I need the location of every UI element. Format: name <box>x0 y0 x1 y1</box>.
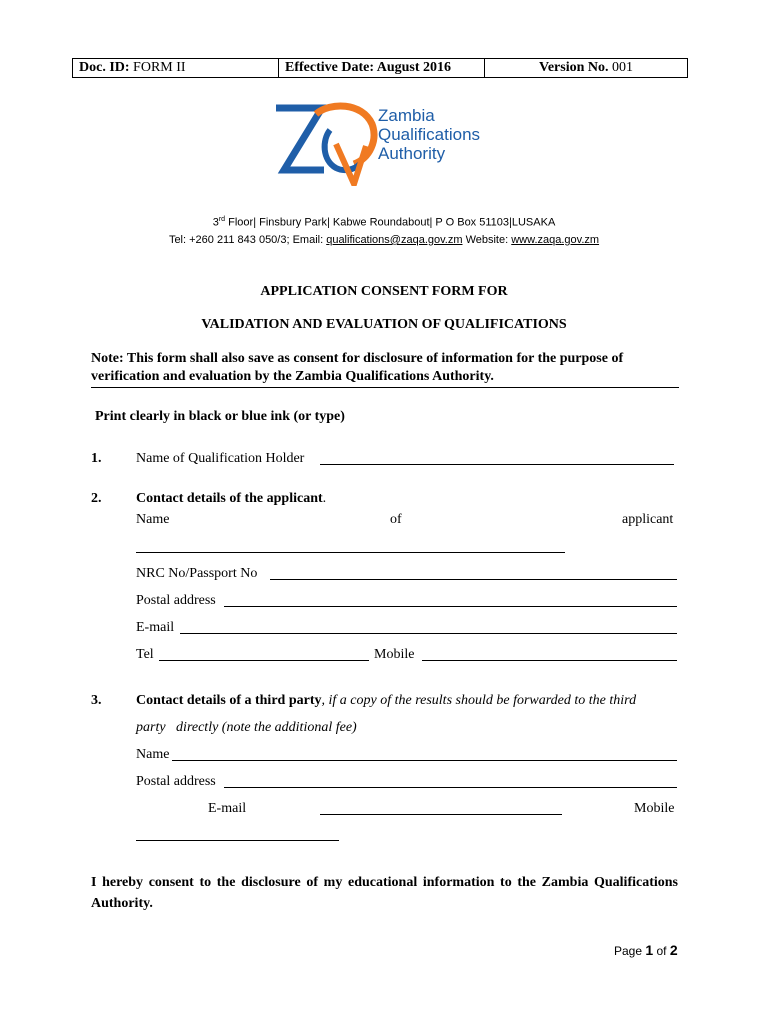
postal-address-label: Postal address <box>136 593 216 608</box>
tel-text: Tel: +260 211 843 050/3; Email: <box>168 234 327 246</box>
website-label: Website: <box>462 234 512 246</box>
third-party-postal-label: Postal address <box>136 774 216 789</box>
section-3-heading-wrap <box>136 693 636 709</box>
logo-line-1: Zambia <box>378 106 435 125</box>
floor-number: 3 <box>212 216 219 229</box>
page-of-label: of <box>653 944 670 958</box>
effective-date: Effective Date: August 2016 <box>285 60 452 75</box>
page-number <box>614 942 678 958</box>
doc-id-cell <box>73 59 279 78</box>
page-label: Page <box>614 944 646 958</box>
version-cell <box>485 59 688 78</box>
third-party-email-label: E-mail <box>208 801 247 816</box>
floor-suffix: rd <box>218 216 226 223</box>
address-line <box>0 216 768 229</box>
page-current: 1 <box>645 942 654 958</box>
tel-label: Tel <box>136 647 154 662</box>
consent-note: Note: This form shall also save as consent for disclosure of information for the purpose of verification and evaluation by the Zambia Qualifications Authority. <box>91 350 679 388</box>
logo-wordmark <box>378 106 480 163</box>
section-2-number: 2. <box>91 491 102 506</box>
page-total: 2 <box>669 942 678 958</box>
section-2-heading-wrap <box>136 491 326 507</box>
doc-id-value: FORM II <box>133 60 186 75</box>
document-header-table <box>72 58 688 78</box>
applicant-name-word-2: of <box>390 512 402 527</box>
section-3-italic-1: , if a copy of the results should be forwarded to the third <box>321 693 637 708</box>
print-instruction: Print clearly in black or blue ink (or type) <box>95 409 345 424</box>
email-link[interactable]: qualifications@zaqa.gov.zm <box>326 234 463 246</box>
version-label: Version No. <box>539 60 609 75</box>
consent-statement: I hereby consent to the disclosure of my educational information to the Zambia Qualifications Authority. <box>91 875 678 911</box>
mobile-label: Mobile <box>374 647 415 662</box>
section-2-heading-end: . <box>322 491 327 506</box>
qualification-holder-label: Name of Qualification Holder <box>136 451 305 466</box>
postal-address-field[interactable] <box>224 606 677 607</box>
doc-id-label: Doc. ID: <box>79 60 130 75</box>
third-party-mobile-field[interactable] <box>136 840 339 841</box>
section-3-heading: Contact details of a third party <box>136 693 322 708</box>
email-label: E-mail <box>136 620 175 635</box>
third-party-mobile-label: Mobile <box>634 801 675 816</box>
contact-line <box>0 234 768 246</box>
nrc-field[interactable] <box>270 579 677 580</box>
form-title-1: APPLICATION CONSENT FORM FOR <box>260 284 508 299</box>
third-party-postal-field[interactable] <box>224 787 677 788</box>
section-1-number: 1. <box>91 451 102 466</box>
address-rest: Floor| Finsbury Park| Kabwe Roundabout| P O Box 51103|LUSAKA <box>225 216 556 229</box>
qualification-holder-field[interactable] <box>320 464 674 465</box>
effective-date-cell <box>279 59 485 78</box>
email-field[interactable] <box>180 633 677 634</box>
third-party-name-label: Name <box>136 747 170 762</box>
version-value: 001 <box>612 60 633 75</box>
section-3-number: 3. <box>91 693 102 708</box>
nrc-label: NRC No/Passport No <box>136 566 258 581</box>
website-link[interactable]: www.zaqa.gov.zm <box>511 234 600 246</box>
tel-field[interactable] <box>159 660 369 661</box>
applicant-name-word-3: applicant <box>622 512 674 527</box>
form-title-2: VALIDATION AND EVALUATION OF QUALIFICATIONS <box>201 317 567 332</box>
applicant-name-word-1: Name <box>136 512 170 527</box>
section-2-heading: Contact details of the applicant <box>136 491 323 506</box>
logo-line-2: Qualifications <box>378 125 481 144</box>
third-party-name-field[interactable] <box>172 760 677 761</box>
section-3-italic-2: party directly (note the additional fee) <box>136 720 357 735</box>
mobile-field[interactable] <box>422 660 677 661</box>
applicant-name-field[interactable] <box>136 552 565 553</box>
third-party-email-field[interactable] <box>320 814 562 815</box>
logo-line-3: Authority <box>378 144 446 163</box>
